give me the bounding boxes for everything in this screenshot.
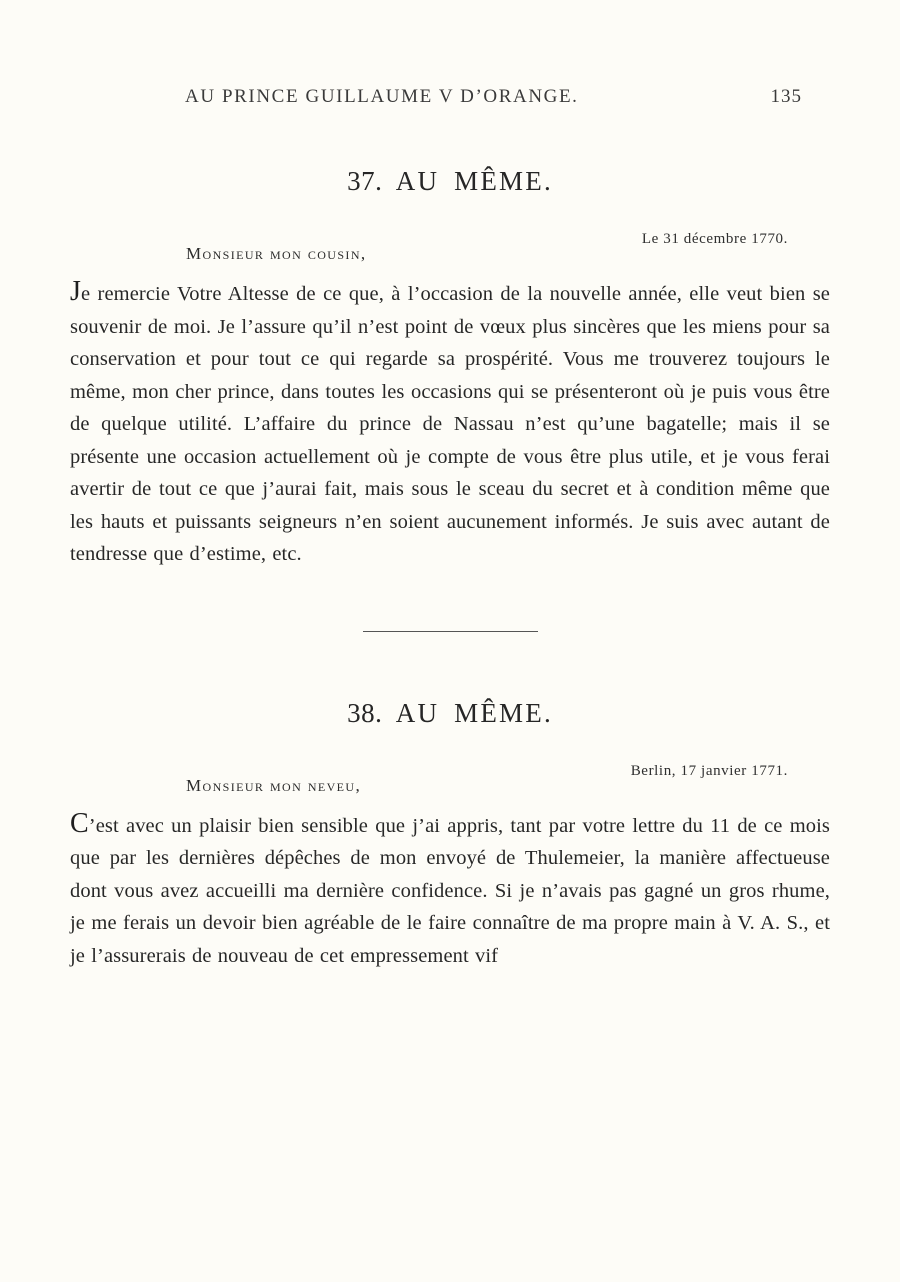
letter-heading-38 (70, 698, 830, 729)
letter-body-37 (70, 278, 830, 571)
letter-number-37: 37. (347, 166, 383, 196)
letter-block-38 (70, 698, 830, 973)
letter-heading-37 (70, 166, 830, 197)
bottom-spacer (70, 972, 830, 1012)
letter-dateline-38: Berlin, 17 janvier 1771. (630, 762, 788, 779)
letter-number-38: 38. (347, 697, 383, 728)
letter-salutation-38: Monsieur mon neveu, (186, 775, 362, 795)
letter-title-37: AU MÊME. (395, 166, 553, 196)
page-number: 135 (770, 86, 802, 107)
running-head-title: AU PRINCE GUILLAUME V D’ORANGE. (185, 86, 579, 107)
section-divider (363, 631, 538, 632)
letter-initial-38: C (70, 807, 89, 839)
letter-title-38: AU MÊME. (395, 697, 553, 728)
letter-body-text-38: ’est avec un plaisir bien sensible que j’ai appris, tant par votre lettre du 11 de ce mois que par les dernières dépêches de mon envoyé de Thulemeier, la manière affectueuse dont vous avez accueilli ma dernière confidence. Si je n’avais pas gagné un gros rhume, je me ferais un devoir bien agréable de le faire connaître de ma propre main à V. A. S., et je l’assurerais de nouveau de cet empressement vif (70, 814, 830, 967)
page-content (70, 0, 830, 1012)
letter-body-38 (70, 807, 830, 973)
letter-salutation-37: Monsieur mon cousin, (186, 244, 367, 263)
letter-paragraph-38 (70, 807, 830, 973)
letter-initial-37: J (70, 276, 81, 307)
letter-body-text-37: e remercie Votre Altesse de ce que, à l’occasion de la nouvelle année, elle veut bien se souvenir de moi. Je l’assure qu’il n’est point de vœux plus sincères que les miens pour sa conservation et pour tout ce qui regarde sa prospérité. Vous me trouverez toujours le même, mon cher prince, dans toutes les occasions qui se présenteront où je puis vous être de quelque utilité. L’affaire du prince de Nassau n’est qu’une bagatelle; mais il se présente une occasion actuellement où je compte de vous être plus utile, et je vous ferai avertir de tout ce que j’aurai fait, mais sous le sceau du secret et à condition même que les hauts et puissants seigneurs n’en soient aucunement informés. Je suis avec autant de tendresse que d’estime, etc. (70, 283, 830, 565)
running-head (70, 86, 830, 112)
letter-block-37 (70, 166, 830, 571)
letter-paragraph-37 (70, 278, 830, 571)
letter-dateline-37: Le 31 décembre 1770. (641, 231, 788, 247)
